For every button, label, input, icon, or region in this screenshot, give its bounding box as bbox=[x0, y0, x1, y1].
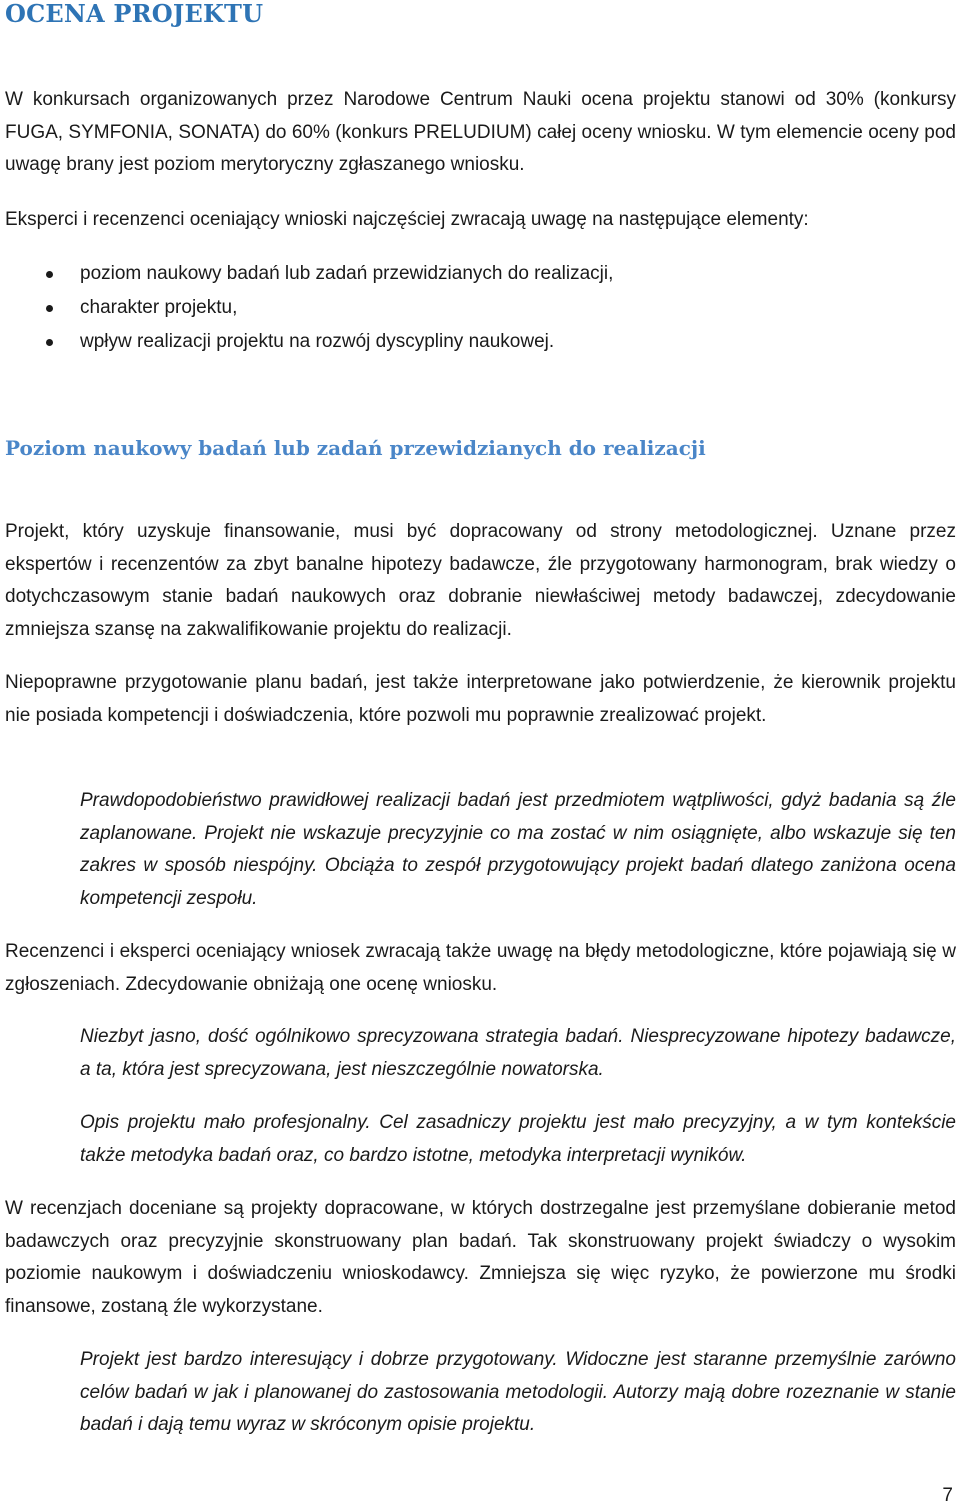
review-quote-3: Opis projektu mało profesjonalny. Cel zasadniczy projektu jest mało precyzyjny, a w tym kontekście także metodyka badań oraz, co bardzo istotne, metodyka interpretacji wyników. bbox=[80, 1112, 956, 1166]
intro-paragraph-1: W konkursach organizowanych przez Narodowe Centrum Nauki ocena projektu stanowi od 30% (konkursy FUGA, SYMFONIA, SONATA) do 60% (konkurs PRELUDIUM) całej oceny wniosku. W tym elemencie oceny pod uwagę brany jest poziom merytoryczny zgłaszanego wniosku. bbox=[5, 89, 956, 175]
criteria-list bbox=[0, 257, 960, 359]
list-item bbox=[0, 325, 960, 359]
section-paragraph-2: Niepoprawne przygotowanie planu badań, jest także interpretowane jako potwierdzenie, że kierownik projektu nie posiada kompetencji i doświadczenia, które pozwoli mu poprawnie zrealizować projekt. bbox=[5, 672, 956, 726]
section-paragraph-3: Recenzenci i eksperci oceniający wniosek zwracają także uwagę na błędy metodologiczne, które pojawiają się w zgłoszeniach. Zdecydowanie obniżają one ocenę wniosku. bbox=[5, 941, 956, 995]
list-item-text: wpływ realizacji projektu na rozwój dyscypliny naukowej. bbox=[80, 331, 555, 352]
intro-paragraph-2: Eksperci i recenzenci oceniający wnioski najczęściej zwracają uwagę na następujące elementy: bbox=[5, 209, 809, 230]
page-number: 7 bbox=[942, 1485, 953, 1506]
list-item-text: poziom naukowy badań lub zadań przewidzianych do realizacji, bbox=[80, 263, 614, 284]
bullet-icon bbox=[46, 305, 53, 312]
section-paragraph-4: W recenzjach doceniane są projekty dopracowane, w których dostrzegalne jest przemyślane dobieranie metod badawczych oraz precyzyjnie skonstruowany plan badań. Tak skonstruowany projekt świadczy o wysokim poziomie naukowym i doświadczeniu wnioskodawcy. Zmniejsza się więc ryzyko, że powierzone mu środki finansowe, zostaną źle wykorzystane. bbox=[5, 1198, 956, 1317]
review-quote-2: Niezbyt jasno, dość ogólnikowo sprecyzowana strategia badań. Niesprecyzowane hipotezy badawcze, a ta, która jest sprecyzowana, jest nieszczególnie nowatorska. bbox=[80, 1026, 956, 1080]
bullet-icon bbox=[46, 271, 53, 278]
list-item bbox=[0, 257, 960, 291]
bullet-icon bbox=[46, 339, 53, 346]
review-quote-4: Projekt jest bardzo interesujący i dobrze przygotowany. Widoczne jest staranne przemyślnie zarówno celów badań w jak i planowanej do zastosowania metodologii. Autorzy mają dobre rozeznanie w stanie badań i dają temu wyraz w skróconym opisie projektu. bbox=[80, 1349, 956, 1435]
page-title: OCENA PROJEKTU bbox=[5, 0, 264, 28]
section-paragraph-1: Projekt, który uzyskuje finansowanie, musi być dopracowany od strony metodologicznej. Uznane przez ekspertów i recenzentów za zbyt banalne hipotezy badawcze, źle przygotowany harmonogram, brak wiedzy o dotychczasowym stanie badań naukowych oraz dobranie niewłaściwej metody badawczej, zdecydowanie zmniejsza szansę na zakwalifikowanie projektu do realizacji. bbox=[5, 521, 956, 640]
section-heading: Poziom naukowy badań lub zadań przewidzianych do realizacji bbox=[5, 436, 706, 460]
list-item-text: charakter projektu, bbox=[80, 297, 238, 318]
list-item bbox=[0, 291, 960, 325]
review-quote-1: Prawdopodobieństwo prawidłowej realizacji badań jest przedmiotem wątpliwości, gdyż badania są źle zaplanowane. Projekt nie wskazuje precyzyjnie co ma zostać w nim osiągnięte, albo wskazuje się ten zakres w sposób niespójny. Obciąża to zespół przygotowujący projekt badań dlatego zaniżona ocena kompetencji zespołu. bbox=[80, 790, 956, 909]
